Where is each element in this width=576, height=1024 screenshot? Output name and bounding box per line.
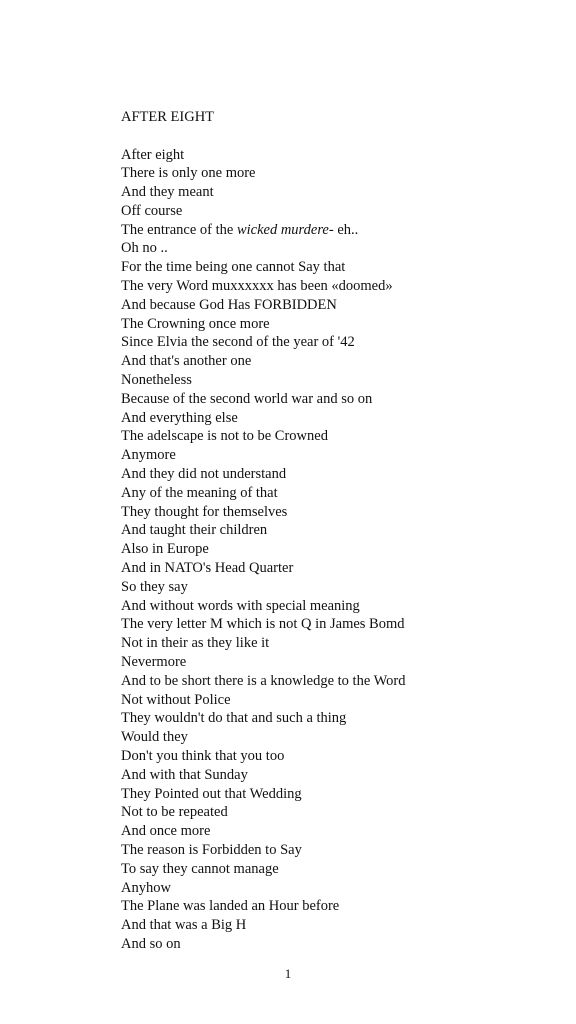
poem-line	[121, 221, 405, 240]
poem-line: Nonetheless	[121, 372, 192, 389]
poem-line: And that was a Big H	[121, 917, 247, 934]
poem-line: And because God Has FORBIDDEN	[121, 296, 337, 313]
poem-line: Because of the second world war and so on	[121, 390, 373, 407]
poem-line: Any of the meaning of that	[121, 484, 278, 501]
poem-line: So they say	[121, 578, 188, 595]
poem-line: The adelscape is not to be Crowned	[121, 428, 328, 445]
poem-line: There is only one more	[121, 165, 256, 182]
poem-line-text: The entrance of the	[121, 221, 237, 238]
page-number: 1	[284, 966, 292, 981]
poem-line: And everything else	[121, 409, 238, 426]
poem-line: And with that Sunday	[121, 766, 248, 783]
poem-line: And they meant	[121, 184, 214, 201]
poem-line: Oh no ..	[121, 240, 168, 257]
poem-line: After eight	[121, 146, 185, 163]
poem-line: They Pointed out that Wedding	[121, 785, 302, 802]
poem-line-italic-text: wicked murdere	[236, 221, 329, 238]
poem-line: And so on	[121, 935, 181, 952]
poem-line: The Plane was landed an Hour before	[121, 898, 340, 915]
poem-line: And once more	[121, 823, 211, 840]
poem-title: AFTER EIGHT	[121, 109, 215, 125]
poem-line: To say they cannot manage	[121, 860, 279, 877]
poem-line: And without words with special meaning	[121, 597, 360, 614]
poem-line: The Crowning once more	[121, 315, 270, 332]
poem-line: Since Elvia the second of the year of '42	[121, 334, 355, 351]
poem-line: For the time being one cannot Say that	[121, 259, 346, 276]
poem-line: And to be short there is a knowledge to the Word	[121, 672, 406, 689]
poem-line: Not without Police	[121, 691, 231, 708]
poem-line: Off course	[121, 202, 183, 219]
poem-body	[121, 146, 405, 954]
poem-line: Would they	[121, 729, 188, 746]
poem-line: And they did not understand	[121, 466, 287, 483]
poem-line: The very letter M which is not Q in James Bomd	[121, 616, 405, 633]
poem-line: The very Word muxxxxxx has been «doomed»	[121, 278, 393, 295]
poem-line: Not in their as they like it	[121, 635, 270, 652]
poem-line: Nevermore	[121, 654, 187, 671]
poem-line: And that's another one	[121, 353, 252, 370]
poem-line: Anyhow	[121, 879, 171, 896]
poem-line: Don't you think that you too	[121, 748, 285, 764]
poem-line: Not to be repeated	[121, 804, 228, 821]
poem-line: Also in Europe	[121, 541, 209, 558]
poem-line: And in NATO's Head Quarter	[121, 560, 294, 577]
poem-line: And taught their children	[121, 522, 268, 539]
poem-line: Anymore	[121, 447, 176, 464]
poem-line: They wouldn't do that and such a thing	[121, 710, 347, 727]
poem-line: The reason is Forbidden to Say	[121, 841, 302, 858]
poem-line-text: - eh..	[328, 221, 359, 238]
poem-line: They thought for themselves	[121, 503, 288, 520]
